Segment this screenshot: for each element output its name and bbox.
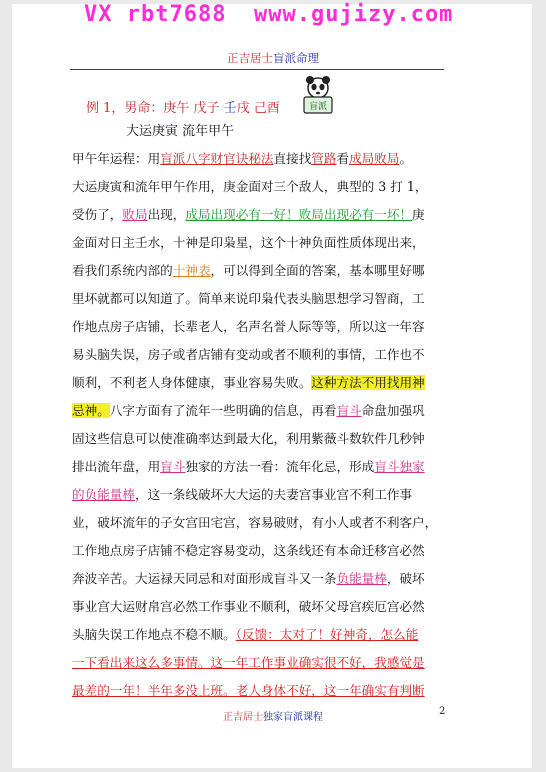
- body-line-6: 里坏就都可以知道了。简单来说印枭代表头脑思想学习智商，工: [72, 291, 425, 306]
- example-prefix: 例 1，男命：庚午 戊子: [86, 101, 224, 116]
- body-line-8: 易头脑失误，房子或者店铺有变动或者不顺利的事情，工作也不: [72, 347, 425, 362]
- body-line-17: 事业宫大运财帛宫必然工作事业不顺利，破坏父母宫疾厄宫必然: [72, 599, 425, 614]
- header-author: 正吉居士: [227, 51, 273, 65]
- link-shishen-table[interactable]: 十神表: [172, 263, 211, 278]
- body-line-16: 奔波辛苦。大运禄天同忌和对面形成盲斗又一条负能量棒，破坏: [72, 571, 425, 586]
- page-footer: [0, 708, 546, 723]
- body-line-10: 忌神。八字方面有了流年一些明确的信息，再看盲斗命盘加强巩: [72, 403, 425, 418]
- body-line-3: 受伤了，败局出现，成局出现必有一好！败局出现必有一坏！庚: [72, 207, 425, 222]
- link-baiju[interactable]: 败局: [122, 207, 148, 222]
- link-negative-bar[interactable]: 的负能量棒: [72, 487, 135, 502]
- body-line-4: 金面对日主壬水，十神是印枭星，这个十神负面性质体现出来，: [72, 235, 425, 250]
- link-method[interactable]: 盲派八字财官诀秘法: [160, 151, 274, 166]
- feedback-start: （反馈：太对了！好神奇，怎么能: [235, 627, 419, 642]
- body-line-12: 排出流年盘，用盲斗独家的方法一看：流年化忌，形成盲斗独家: [72, 459, 425, 474]
- luck-cycle-line: 大运庚寅 流年甲午: [126, 124, 235, 139]
- link-mangdou[interactable]: 盲斗: [336, 403, 362, 418]
- highlight-no-yongshen: 这种方法不用找用神: [311, 375, 425, 390]
- header-divider: [70, 69, 444, 70]
- header-subject: 盲派命理: [273, 51, 319, 65]
- footer-author: 正吉居士: [223, 712, 263, 723]
- body-line-18: 头脑失误工作地点不稳不顺。（反馈：太对了！好神奇，怎么能: [72, 627, 419, 642]
- watermark-contact: VX rbt7688: [84, 2, 227, 27]
- body-line-9: 顺利，不利老人身体健康，事业容易失败。这种方法不用找用神: [72, 375, 425, 390]
- link-chengju[interactable]: 成局败局: [349, 151, 400, 166]
- example-stem-ren: 壬: [223, 101, 237, 116]
- example-suffix: 戌 己酉: [236, 101, 280, 116]
- body-line-13: 的负能量棒，这一条线破坏大大运的夫妻宫事业宫不利工作事: [72, 487, 413, 502]
- body-line-14: 业，破坏流年的子女宫田宅宫，容易破财，有小人或者不利客户，: [72, 515, 438, 530]
- feedback-line-1: 一下看出来这么多事情。这一年工作事业确实很不好，我感觉是: [72, 655, 425, 670]
- link-mangdou-exclusive[interactable]: 盲斗独家: [374, 459, 425, 474]
- logo-text: 盲派: [308, 102, 328, 112]
- body-line-7: 作地点房子店铺，长辈老人，名声名誉人际等等，所以这一年容: [72, 319, 425, 334]
- page-number: 2: [439, 706, 446, 717]
- body-line-1: 甲午年运程：用盲派八字财官诀秘法直接找管路看成局败局。: [72, 151, 413, 166]
- feedback-line-2: 最差的一年！半年多没上班。老人身体不好，这一年确实有判断: [72, 683, 425, 698]
- highlight-chengju-rule[interactable]: 成局出现必有一好！败局出现必有一坏！: [185, 207, 413, 222]
- body-line-15: 工作地点房子店铺不稳定容易变动，这条线还有本命迁移宫必然: [72, 543, 425, 558]
- body-line-11: 固这些信息可以使准确率达到最大化，利用紫薇斗数软件几秒钟: [72, 431, 425, 446]
- link-mangdou-2[interactable]: 盲斗: [160, 459, 186, 474]
- footer-course: 独家盲派课程: [263, 712, 323, 723]
- link-negative-bar-2[interactable]: 负能量棒: [336, 571, 387, 586]
- link-guanlu[interactable]: 管路: [311, 151, 337, 166]
- body-line-5: 看我们系统内部的十神表，可以得到全面的答案，基本哪里好哪: [72, 263, 425, 278]
- page-header: [0, 50, 546, 66]
- example-heading: [86, 97, 280, 116]
- body-line-2: 大运庚寅和流年甲午作用，庚金面对三个敌人，典型的 3 打 1，: [72, 179, 428, 194]
- watermark-website: www.gujizy.com: [254, 2, 454, 27]
- panda-logo-icon: [300, 76, 336, 116]
